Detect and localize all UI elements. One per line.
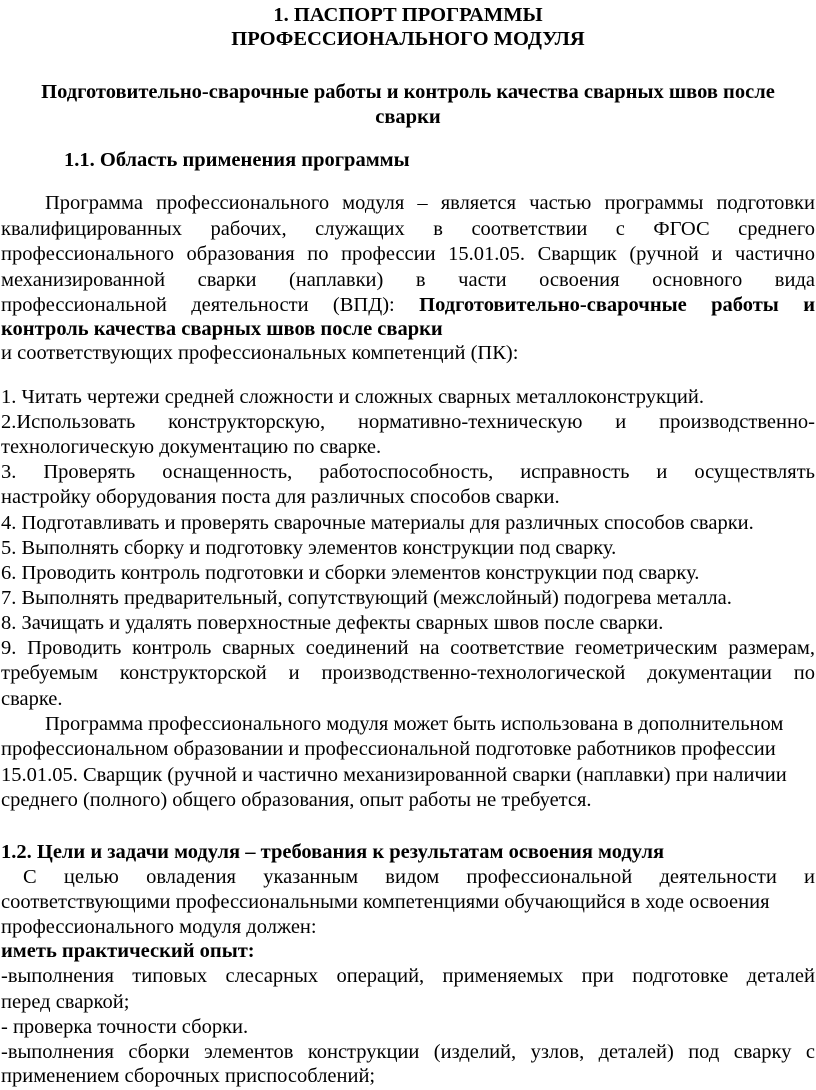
module-subtitle-line-1: Подготовительно-сварочные работы и контроль качества сварных швов после [41,81,775,103]
paragraph-line: механизированной сварки (наплавки) в части освоения основного вида [1,269,815,291]
paragraph-line-mixed [1,293,815,319]
competency-item: 4. Подготавливать и проверять сварочные материалы для различных способов сварки. [1,512,754,534]
document-title-line-1: 1. ПАСПОРТ ПРОГРАММЫ [273,4,543,26]
competency-item-continued: сварке. [1,688,63,710]
paragraph-line: квалифицированных рабочих, служащих в соответствии с ФГОС среднего [1,218,815,240]
activity-name-bold-continued: контроль качества сварных швов после сварки [1,318,443,340]
paragraph-line: профессиональном образовании и профессиональной подготовке работников профессии [1,738,776,760]
paragraph-line: Программа профессионального модуля – является частью программы подготовки [45,192,815,214]
paragraph-line: Программа профессионального модуля может быть использована в дополнительном [45,713,784,735]
competency-item: 6. Проводить контроль подготовки и сборки элементов конструкции под сварку. [1,562,700,584]
competency-item: 8. Зачищать и удалять поверхностные дефекты сварных швов после сварки. [1,612,664,634]
competency-item: 9. Проводить контроль сварных соединений на соответствие геометрическим размерам, [1,637,815,659]
competency-item: 2.Использовать конструкторскую, нормативно-техническую и производственно- [1,411,815,433]
paragraph-line: профессионального образования по профессии 15.01.05. Сварщик (ручной и частично [1,243,815,265]
competency-item-continued: настройку оборудования поста для различных способов сварки. [1,486,560,508]
experience-item: -выполнения сборки элементов конструкции (изделий, узлов, деталей) под сварку с [1,1041,815,1063]
paragraph-line: среднего (полного) общего образования, опыт работы не требуется. [1,789,592,811]
competency-item: 7. Выполнять предварительный, сопутствующий (межслойный) подогрева металла. [1,587,732,609]
paragraph-line: профессионального модуля должен: [1,916,317,938]
experience-item: -выполнения типовых слесарных операций, применяемых при подготовке деталей [1,965,815,987]
module-subtitle-line-2: сварки [375,106,441,128]
experience-item-continued: перед сваркой; [1,991,130,1013]
competency-item: 1. Читать чертежи средней сложности и сложных сварных металлоконструкций. [1,386,704,408]
paragraph-line: и соответствующих профессиональных компетенций (ПК): [1,342,519,364]
experience-heading: иметь практический опыт: [1,940,255,962]
competency-item-continued: технологическую документацию по сварке. [1,436,382,458]
document-title-line-2: ПРОФЕССИОНАЛЬНОГО МОДУЛЯ [231,28,585,50]
paragraph-line: С целью овладения указанным видом профессиональной деятельности и [23,866,815,888]
competency-item: 5. Выполнять сборку и подготовку элементов конструкции под сварку. [1,537,617,559]
paragraph-text: профессиональной деятельности (ВПД): [1,294,420,316]
section-1-1-heading: 1.1. Область применения программы [64,149,410,171]
competency-item: 3. Проверять оснащенность, работоспособность, исправность и осуществлять [1,461,815,483]
paragraph-line: соответствующими профессиональными компетенциями обучающийся в ходе освоения [1,891,770,913]
section-1-2-heading: 1.2. Цели и задачи модуля – требования к результатам освоения модуля [1,841,665,863]
experience-item-continued: применением сборочных приспособлений; [1,1065,376,1087]
experience-item: - проверка точности сборки. [1,1016,249,1038]
activity-name-bold: Подготовительно-сварочные работы и [419,294,816,316]
paragraph-line: 15.01.05. Сварщик (ручной и частично механизированной сварки (наплавки) при наличии [1,764,787,786]
competency-item-continued: требуемым конструкторской и производственно-технологической документации по [1,662,815,684]
